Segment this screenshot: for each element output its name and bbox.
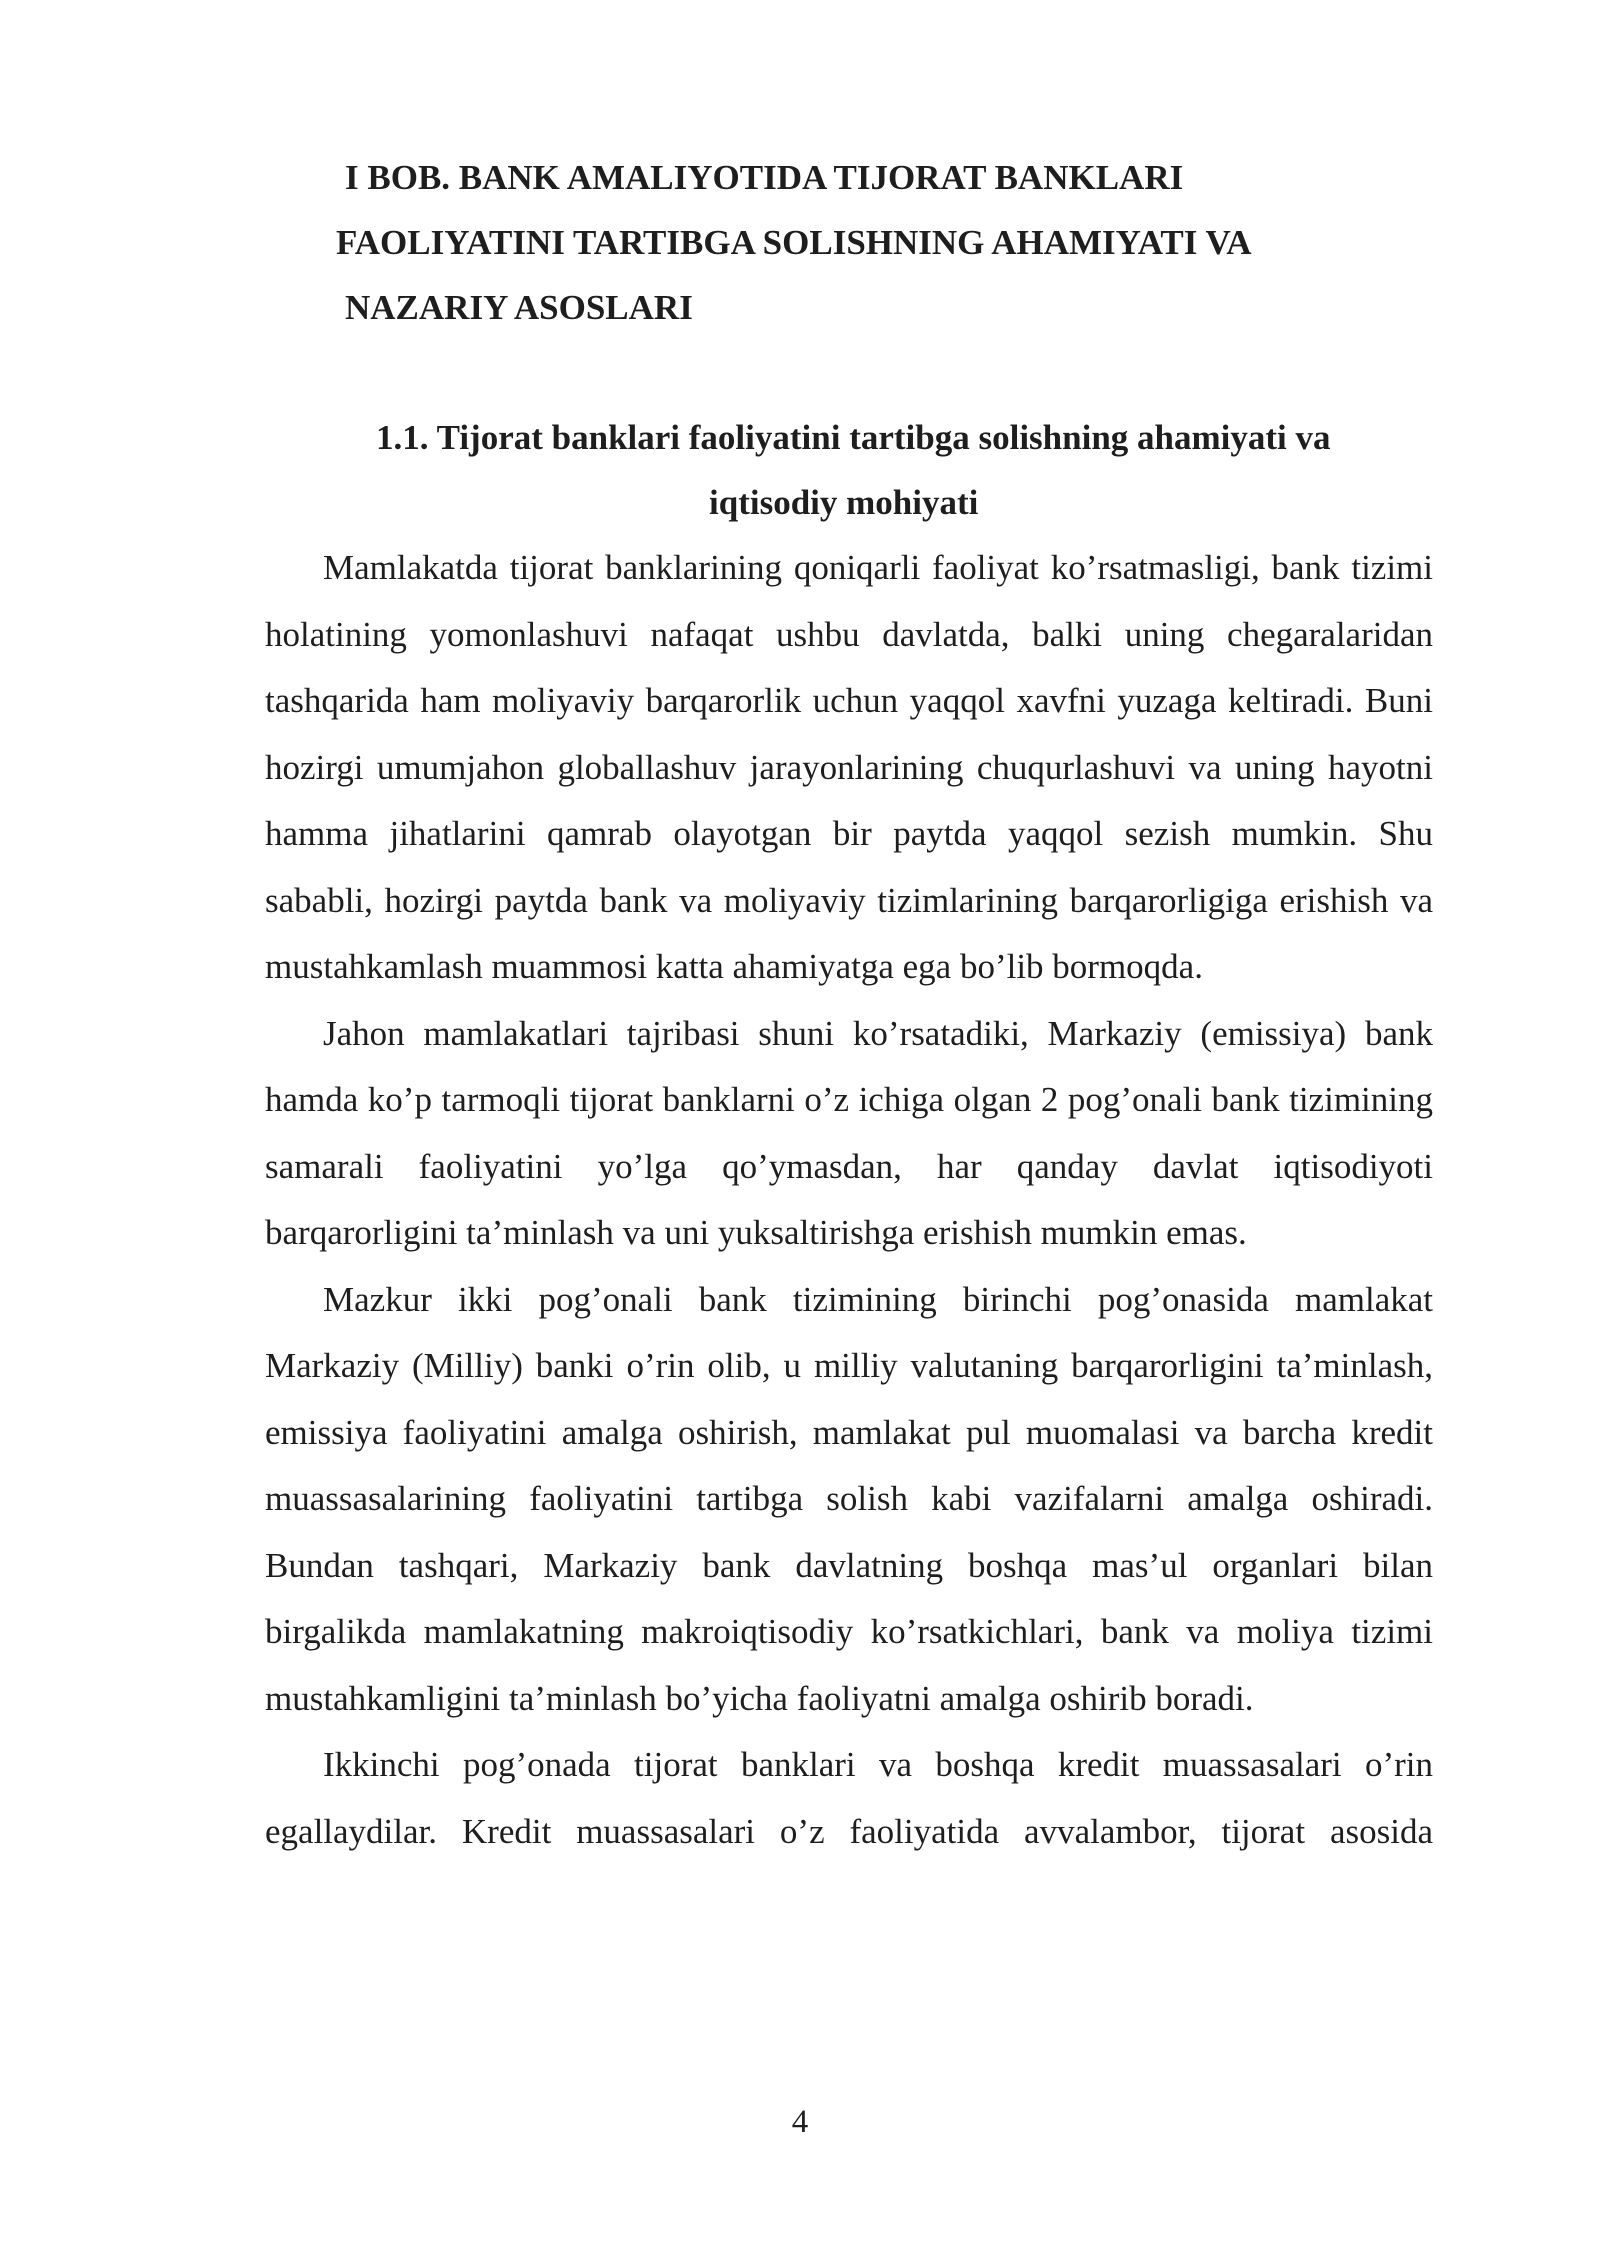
page-number: 4 <box>791 2104 809 2140</box>
paragraph-4: Ikkinchi pog’onada tijorat banklari va boshqa kredit muassasalari o’rin egallaydilar. Kredit muassasalari o’z faoliyatida avvalambor, tijorat asosida <box>265 1745 1433 1851</box>
paragraph-1: Mamlakatda tijorat banklarining qoniqarli faoliyat ko’rsatmasligi, bank tizimi holatining yomonlashuvi nafaqat ushbu davlatda, balki uning chegaralaridan tashqarida ham moliyaviy barqarorlik uchun yaqqol xavfni yuzaga keltiradi. Buni hozirgi umumjahon globallashuv jarayonlarining chuqurlashuvi va uning hayotni hamma jihatlarini qamrab olayotgan bir paytda yaqqol sezish mumkin. Shu sababli, hozirgi paytda bank va moliyaviy tizimlarining barqarorligiga erishish va mustahkamlash muammosi katta ahamiyatga ega bo’lib bormoqda. <box>265 548 1433 986</box>
chapter-title-line-1: I BOB. BANK AMALIYOTIDA TIJORAT BANKLARI <box>345 158 1184 197</box>
paragraph-2: Jahon mamlakatlari tajribasi shuni ko’rsatadiki, Markaziy (emissiya) bank hamda ko’p tarmoqli tijorat banklarni o’z ichiga olgan 2 pog’onali bank tizimining samarali faoliyatini yo’lga qo’ymasdan, har qanday davlat iqtisodiyoti barqarorligini ta’minlash va uni yuksaltirishga erishish mumkin emas. <box>265 1013 1433 1252</box>
section-title-line-2: iqtisodiy mohiyati <box>709 483 979 522</box>
section-title-line-1: 1.1. Tijorat banklari faoliyatini tartibga solishning ahamiyati va <box>376 418 1331 457</box>
paragraph-3: Mazkur ikki pog’onali bank tizimining birinchi pog’onasida mamlakat Markaziy (Milliy) banki o’rin olib, u milliy valutaning barqarorligini ta’minlash, emissiya faoliyatini amalga oshirish, mamlakat pul muomalasi va barcha kredit muassasalarining faoliyatini tartibga solish kabi vazifalarni amalga oshiradi. Bundan tashqari, Markaziy bank davlatning boshqa mas’ul organlari bilan birgalikda mamlakatning makroiqtisodiy ko’rsatkichlari, bank va moliya tizimi mustahkamligini ta’minlash bo’yicha faoliyatni amalga oshirib boradi. <box>265 1279 1433 1718</box>
chapter-title-line-2: FAOLIYATINI TARTIBGA SOLISHNING AHAMIYATI VA <box>336 223 1252 262</box>
body-text <box>265 535 1433 1865</box>
chapter-title-line-3: NAZARIY ASOSLARI <box>345 288 693 327</box>
